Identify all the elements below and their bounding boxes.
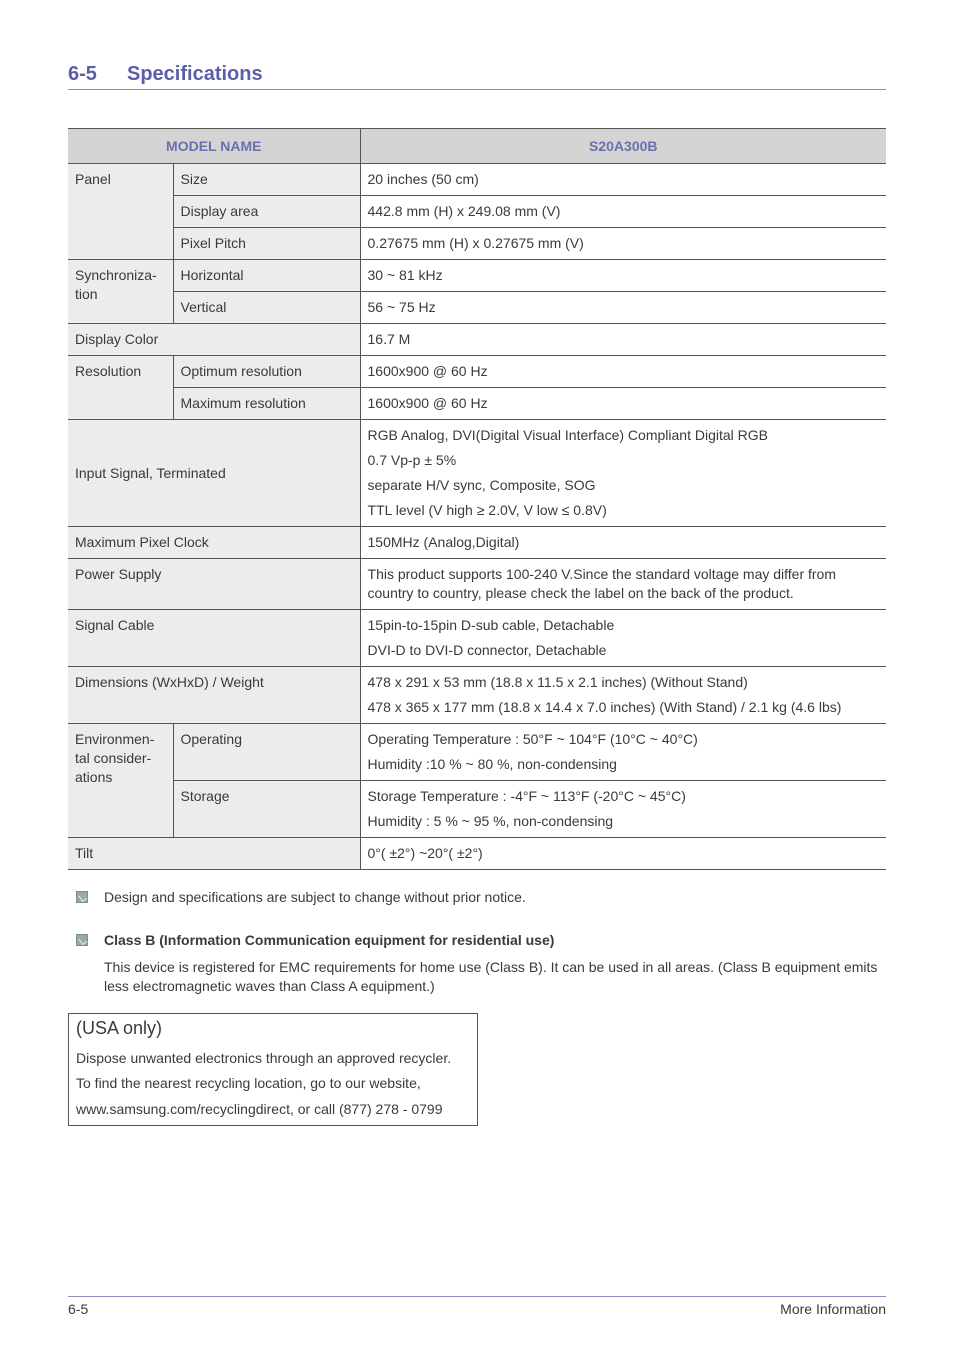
- footer-divider: [68, 1296, 886, 1297]
- table-row: [68, 356, 886, 388]
- operating-value: Operating Temperature : 50°F ~ 104°F (10°C ~ 40°C): [367, 731, 698, 747]
- environment-label-line: ations: [75, 769, 113, 785]
- environment-label-line: Environmen-: [75, 731, 155, 747]
- panel-label: Panel: [68, 164, 173, 260]
- table-row: [68, 292, 886, 324]
- table-row: [68, 838, 886, 870]
- maximum-resolution-value: 1600x900 @ 60 Hz: [360, 388, 886, 420]
- dimensions-value: 478 x 291 x 53 mm (18.8 x 11.5 x 2.1 inches) (Without Stand): [367, 674, 748, 690]
- input-signal-value: RGB Analog, DVI(Digital Visual Interface) Compliant Digital RGB: [367, 427, 768, 443]
- input-signal-value: 0.7 Vp-p ± 5%: [367, 452, 457, 468]
- class-b-body: This device is registered for EMC requirements for home use (Class B). It can be used in all areas. (Class B equipment emits less electromagnetic waves than Class A equipment.): [104, 959, 878, 994]
- class-b-title: Class B (Information Communication equipment for residential use): [104, 932, 555, 948]
- model-value-header: S20A300B: [360, 129, 886, 164]
- usa-box-line: Dispose unwanted electronics through an approved recycler.: [76, 1050, 452, 1066]
- table-row: [68, 559, 886, 610]
- horizontal-label: Horizontal: [173, 260, 360, 292]
- storage-label: Storage: [173, 781, 360, 838]
- input-signal-value: TTL level (V high ≥ 2.0V, V low ≤ 0.8V): [367, 502, 607, 518]
- signal-cable-values: [360, 610, 886, 667]
- display-area-value: 442.8 mm (H) x 249.08 mm (V): [360, 196, 886, 228]
- power-supply-value: This product supports 100-240 V.Since the standard voltage may differ from country to country, please check the label on the back of the product.: [360, 559, 886, 610]
- table-row: [68, 724, 886, 781]
- section-heading: [68, 62, 886, 90]
- signal-cable-label: Signal Cable: [68, 610, 360, 667]
- environment-label-line: tal consider-: [75, 750, 152, 766]
- signal-cable-value: DVI-D to DVI-D connector, Detachable: [367, 642, 607, 658]
- storage-values: [360, 781, 886, 838]
- usa-box-title: (USA only): [76, 1018, 163, 1038]
- dimensions-label: Dimensions (WxHxD) / Weight: [68, 667, 360, 724]
- input-signal-label: Input Signal, Terminated: [68, 420, 360, 527]
- specifications-table: [68, 128, 886, 870]
- pixel-clock-value: 150MHz (Analog,Digital): [360, 527, 886, 559]
- input-signal-values: [360, 420, 886, 527]
- table-row: [68, 420, 886, 527]
- optimum-resolution-label: Optimum resolution: [173, 356, 360, 388]
- note-icon: [76, 891, 88, 903]
- pixel-pitch-label: Pixel Pitch: [173, 228, 360, 260]
- dimensions-values: [360, 667, 886, 724]
- table-row: [68, 667, 886, 724]
- footer-page-number: 6-5: [68, 1301, 89, 1317]
- display-color-label: Display Color: [68, 324, 360, 356]
- table-row: [68, 196, 886, 228]
- resolution-label: Resolution: [68, 356, 173, 420]
- size-value: 20 inches (50 cm): [360, 164, 886, 196]
- operating-label: Operating: [173, 724, 360, 781]
- table-row: [68, 388, 886, 420]
- table-row: [68, 527, 886, 559]
- section-number: 6-5: [68, 63, 97, 85]
- pixel-pitch-value: 0.27675 mm (H) x 0.27675 mm (V): [360, 228, 886, 260]
- pixel-clock-label: Maximum Pixel Clock: [68, 527, 360, 559]
- vertical-label: Vertical: [173, 292, 360, 324]
- input-signal-value: separate H/V sync, Composite, SOG: [367, 477, 596, 493]
- table-row: [68, 228, 886, 260]
- storage-value: Humidity : 5 % ~ 95 %, non-condensing: [367, 813, 614, 829]
- sync-label-line1: Synchroniza-: [75, 267, 157, 283]
- optimum-resolution-value: 1600x900 @ 60 Hz: [360, 356, 886, 388]
- storage-value: Storage Temperature : -4°F ~ 113°F (-20°C ~ 45°C): [367, 788, 686, 804]
- section-title: Specifications: [127, 63, 263, 85]
- environment-label: [68, 724, 173, 838]
- sync-label-line2: tion: [75, 286, 98, 302]
- usa-box-line: www.samsung.com/recyclingdirect, or call (877) 278 - 0799: [76, 1101, 443, 1117]
- model-name-header: MODEL NAME: [68, 129, 360, 164]
- table-row: [68, 781, 886, 838]
- signal-cable-value: 15pin-to-15pin D-sub cable, Detachable: [367, 617, 615, 633]
- table-row: [68, 164, 886, 196]
- size-label: Size: [173, 164, 360, 196]
- operating-values: [360, 724, 886, 781]
- display-area-label: Display area: [173, 196, 360, 228]
- dimensions-value: 478 x 365 x 177 mm (18.8 x 14.4 x 7.0 inches) (With Stand) / 2.1 kg (4.6 lbs): [367, 699, 842, 715]
- note-icon: [76, 934, 88, 946]
- vertical-value: 56 ~ 75 Hz: [360, 292, 886, 324]
- maximum-resolution-label: Maximum resolution: [173, 388, 360, 420]
- table-header-row: [68, 129, 886, 164]
- table-row: [68, 324, 886, 356]
- table-row: [68, 260, 886, 292]
- tilt-value: 0°( ±2°) ~20°( ±2°): [360, 838, 886, 870]
- footer-section: More Information: [780, 1301, 886, 1317]
- operating-value: Humidity :10 % ~ 80 %, non-condensing: [367, 756, 617, 772]
- power-supply-label: Power Supply: [68, 559, 360, 610]
- sync-label: [68, 260, 173, 324]
- tilt-label: Tilt: [68, 838, 360, 870]
- horizontal-value: 30 ~ 81 kHz: [360, 260, 886, 292]
- display-color-value: 16.7 M: [360, 324, 886, 356]
- table-row: [68, 610, 886, 667]
- change-notice-text: Design and specifications are subject to change without prior notice.: [104, 889, 526, 905]
- usa-recycling-box: [68, 1013, 478, 1126]
- usa-box-line: To find the nearest recycling location, go to our website,: [76, 1075, 421, 1091]
